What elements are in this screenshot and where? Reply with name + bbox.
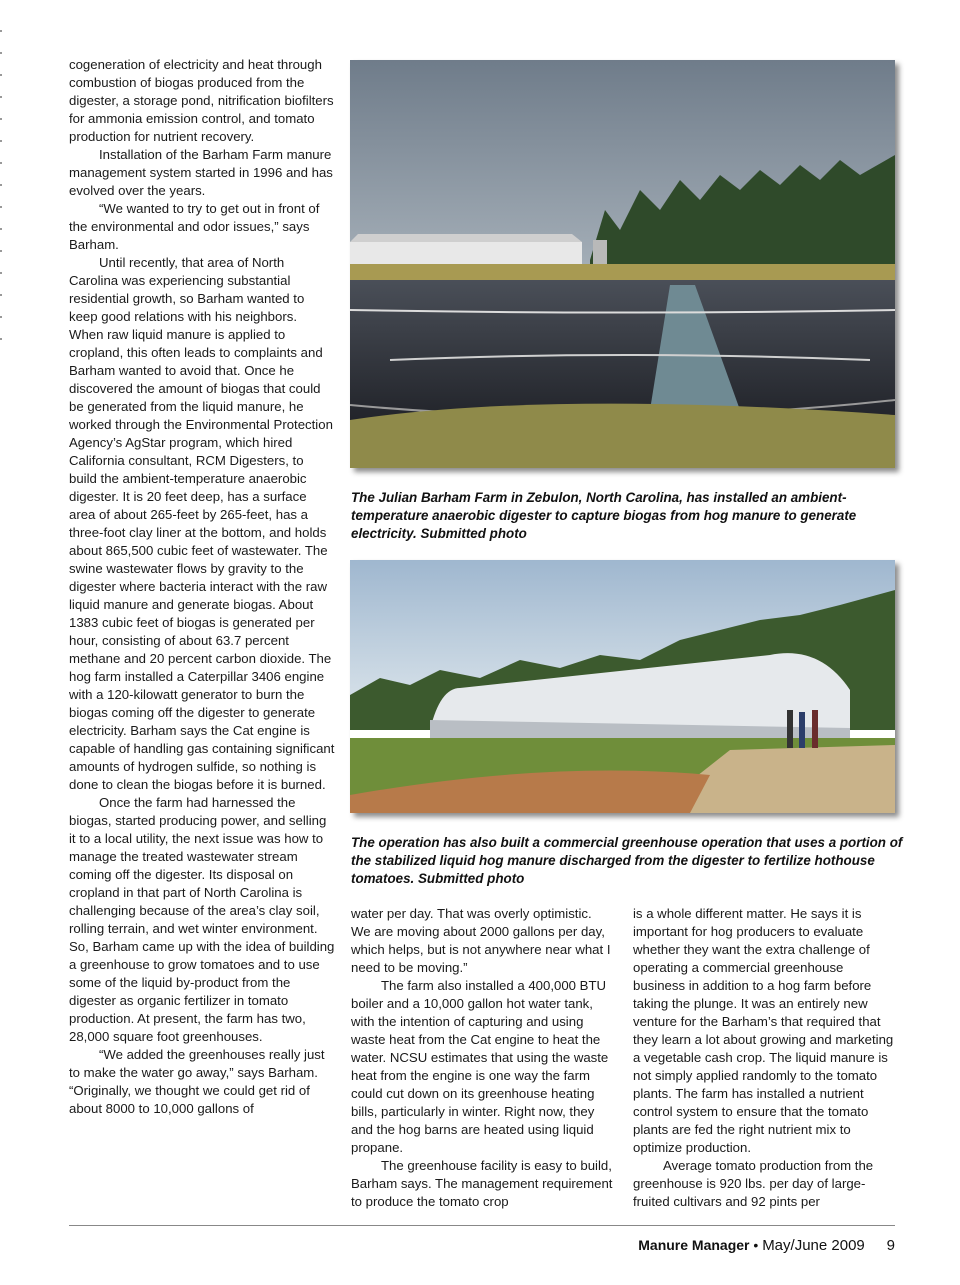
body-paragraph: The greenhouse facility is easy to build, Barham says. The management requirement to produce the tomato crop xyxy=(351,1158,613,1209)
digester-photo xyxy=(350,60,895,468)
barn-building xyxy=(350,242,582,264)
person xyxy=(799,712,805,748)
article-column-1 xyxy=(69,56,335,1118)
body-paragraph: “We added the greenhouses really just to make the water go away,” says Barham. “Originally, we thought we could get rid of about 8000 to 10,000 gallons of xyxy=(69,1047,325,1116)
page-edge-marks xyxy=(0,30,2,360)
body-paragraph: Until recently, that area of North Carolina was experiencing substantial residential growth, so Barham wanted to keep good relations with his neighbors. When raw liquid manure is applied to cropland, this often leads to complaints and Barham wanted to avoid that. Once he discovered the amount of biogas that could be generated from the liquid manure, he worked through the Environmental Protection Agency’s AgStar program, which hired California consultant, RCM Digesters, to build the ambient-temperature anaerobic digester. It is 20 feet deep, has a surface area of about 265-feet by 265-feet, has a three-foot clay liner at the bottom, and holds about 865,500 cubic feet of wastewater. The swine wastewater flows by gravity to the digester where bacteria interact with the raw liquid manure and generate biogas. About 1383 cubic feet of biogas is generated per hour, consisting of about 63.7 percent methane and 20 percent carbon dioxide. The hog farm installed a Caterpillar 3406 engine with a 120-kilowatt generator to burn the biogas coming off the digester to generate electricity. Barham says the Cat engine is capable of handling gas containing significant amounts of hydrogen sulfide, so nothing is done to clean the biogas before it is burned. xyxy=(69,255,335,792)
body-paragraph: “We wanted to try to get out in front of the environmental and odor issues,” says Barham. xyxy=(69,201,320,252)
foreground-grass xyxy=(350,404,895,468)
article-column-2 xyxy=(351,905,613,1211)
digester-photo-image xyxy=(350,60,895,468)
greenhouse-photo xyxy=(350,560,895,813)
body-paragraph: Installation of the Barham Farm manure management system started in 1996 and has evolved over the years. xyxy=(69,147,333,198)
body-paragraph: cogeneration of electricity and heat through combustion of biogas produced from the digester, a storage pond, nitrification biofilters for ammonia emission control, and tomato production for nutrient recovery. xyxy=(69,57,334,144)
greenhouse-photo-image xyxy=(350,560,895,813)
article-column-3 xyxy=(633,905,895,1211)
body-paragraph: Once the farm had harnessed the biogas, started producing power, and selling it to a local utility, the next issue was how to manage the treated wastewater stream coming off the digester. Its disposal on cropland in that part of North Carolina is challenging because of the area’s clay soil, rolling terrain, and wet winter environment. So, Barham came up with the idea of building a greenhouse to grow tomatoes and to use some of the liquid by-product from the digester as organic fertilizer in tomato production. At present, the farm has two, 28,000 square foot greenhouses. xyxy=(69,795,335,1044)
page-footer xyxy=(638,1237,895,1254)
body-paragraph: The farm also installed a 400,000 BTU boiler and a 10,000 gallon hot water tank, with the intention of capturing and using waste heat from the Cat engine to heat the water. NCSU estimates that using the waste heat from the engine is one way the farm could cut down on its greenhouse heating bills, particularly in winter. Right now, they and the hog barns are heated using liquid propane. xyxy=(351,978,609,1155)
body-paragraph: is a whole different matter. He says it is important for hog producers to evaluate whether they want the extra challenge of operating a commercial greenhouse business in addition to a hog farm before taking the plunge. It was an entirely new venture for the Barham’s that required that they learn a lot about growing and marketing a vegetable cash crop. The liquid manure is not simply applied randomly to the tomato plants. The farm has installed a nutrient control system to ensure that the tomato plants are fed the right nutrient mix to optimize production. xyxy=(633,906,894,1155)
footer-rule xyxy=(69,1225,895,1226)
footer-separator: • xyxy=(753,1237,759,1253)
body-paragraph: water per day. That was overly optimistic. We are moving about 2000 gallons per day, which helps, but is not anywhere near what I need to be moving.” xyxy=(351,906,611,975)
publication-name: Manure Manager xyxy=(638,1237,750,1253)
page-number: 9 xyxy=(886,1237,895,1254)
person xyxy=(812,710,818,748)
digester-photo-caption: The Julian Barham Farm in Zebulon, North Carolina, has installed an ambient-temperature anaerobic digester to capture biogas from hog manure to generate electricity. Submitted photo xyxy=(351,490,857,541)
greenhouse-photo-caption: The operation has also built a commercial greenhouse operation that uses a portion of the stabilized liquid hog manure discharged from the digester to fertilize hothouse tomatoes. Submitted photo xyxy=(351,835,903,886)
person xyxy=(787,710,793,748)
body-paragraph: Average tomato production from the greenhouse is 920 lbs. per day of large-fruited cultivars and 92 pints per xyxy=(633,1158,874,1209)
issue-date: May/June 2009 xyxy=(762,1237,865,1254)
silo xyxy=(593,240,607,266)
